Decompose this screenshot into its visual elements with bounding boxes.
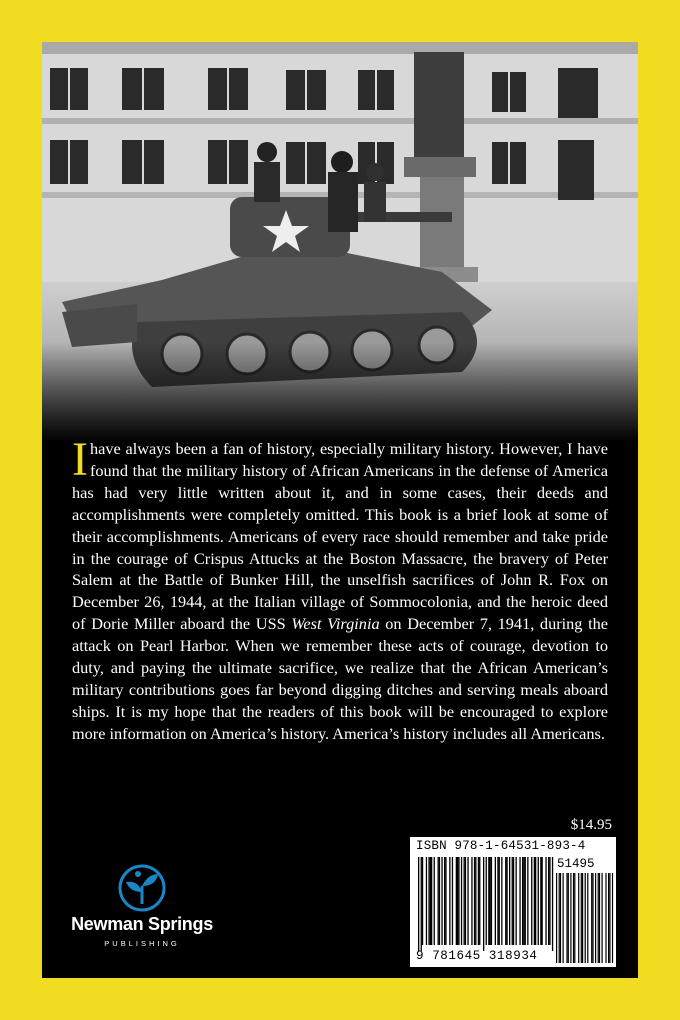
barcode-addon-bar (605, 873, 606, 963)
isbn-label: ISBN 978-1-64531-893-4 (416, 839, 586, 853)
barcode-addon-bar (560, 873, 561, 963)
barcode-bar (540, 857, 541, 945)
barcode-addon-bar (598, 873, 599, 963)
barcode-bar (438, 857, 439, 945)
drop-cap: I (72, 433, 88, 486)
barcode-bar (549, 857, 550, 945)
barcode-bar (538, 857, 539, 945)
barcode-bar (552, 857, 553, 951)
barcode-bar (452, 857, 453, 945)
barcode-addon-bar (587, 873, 588, 963)
barcode-bar (545, 857, 546, 945)
barcode-bar (542, 857, 543, 945)
barcode-bar (461, 857, 462, 945)
barcode-addon-bar (585, 873, 586, 963)
barcode-digits: 9 781645 318934 (416, 949, 538, 963)
barcode-bar (505, 857, 506, 945)
barcode-addon-bar (581, 873, 582, 963)
price: $14.95 (570, 817, 612, 833)
barcode-bar (434, 857, 435, 945)
barcode-bar (445, 857, 446, 945)
barcode-bar (488, 857, 489, 945)
tank-photo-illustration (42, 42, 638, 442)
barcode-addon-bar (566, 873, 567, 963)
barcode-addon-bar (612, 873, 613, 963)
barcode-bar (497, 857, 498, 945)
barcode-bar (548, 857, 549, 945)
barcode-bar (522, 857, 523, 945)
barcode-addon-bar (573, 873, 574, 963)
barcode-bar (464, 857, 465, 945)
barcode-bar (486, 857, 487, 945)
barcode-bar (535, 857, 536, 945)
barcode-bar (506, 857, 507, 945)
barcode-bar (501, 857, 502, 945)
barcode-addon-bar (578, 873, 579, 963)
sprout-icon (62, 862, 222, 914)
barcode-bar (478, 857, 479, 945)
barcode-addon-bar (591, 873, 592, 963)
barcode-bar (495, 857, 496, 945)
cover-photo-tank (42, 42, 638, 442)
barcode-bars (410, 837, 616, 967)
barcode-bar (428, 857, 429, 945)
barcode-bar (465, 857, 466, 945)
barcode-bar (449, 857, 450, 945)
barcode-addon-bar (570, 873, 571, 963)
barcode-bar (512, 857, 513, 945)
blurb-ship-name: West Virginia (291, 614, 380, 634)
barcode-bar (523, 857, 524, 945)
barcode-bar (491, 857, 492, 945)
barcode-addon-bar (574, 873, 575, 963)
barcode-bar (531, 857, 532, 945)
barcode-addon-bar (599, 873, 600, 963)
barcode-bar (430, 857, 431, 945)
barcode-bar (422, 857, 423, 945)
barcode-bar (534, 857, 535, 945)
barcode-bar (456, 857, 457, 945)
isbn-barcode (410, 836, 616, 967)
barcode-bar (475, 857, 476, 945)
blurb-text-part-2: on December 7, 1941, during the attack on Pearl Harbor. When we remember these acts of courage, devotion to duty, and paying the ultimate sacrifice, we realize that the African American’s military contributions goes far beyond digging ditches and serving meals aboard ships. It is my hope that the readers of this book will be encouraged to explore more information on America’s history. America’s history includes all Americans. (72, 614, 608, 743)
barcode-bar (509, 857, 510, 945)
barcode-addon-bar (559, 873, 560, 963)
barcode-bar (457, 857, 458, 945)
barcode-addon-bar (595, 873, 596, 963)
barcode-bar (474, 857, 475, 945)
publisher-logo (62, 862, 222, 962)
barcode-bar (444, 857, 445, 945)
barcode-addon-bar (582, 873, 583, 963)
barcode-bar (479, 857, 480, 945)
publisher-tagline: PUBLISHING (104, 939, 180, 948)
barcode-addon-bar (563, 873, 564, 963)
barcode-bar (418, 857, 419, 951)
barcode-bar (499, 857, 500, 945)
barcode-addon-bar (592, 873, 593, 963)
barcode-addon-bar (556, 873, 557, 963)
barcode-bar (467, 857, 468, 945)
barcode-bar (527, 857, 528, 945)
barcode-addon-bar (609, 873, 610, 963)
back-cover-blurb (72, 433, 608, 745)
publisher-name: Newman Springs (71, 914, 213, 934)
barcode-addon-number: 51495 (557, 857, 595, 871)
barcode-addon-bar (602, 873, 603, 963)
black-panel (42, 42, 638, 978)
barcode-bar (439, 857, 440, 945)
barcode-bar (441, 857, 442, 945)
barcode-bar (431, 857, 432, 945)
barcode-bar (471, 857, 472, 945)
blurb-text-part-1: have always been a fan of history, especially military history. However, I have found that the military history of African Americans in the defense of America has had very little written about it, and in some cases, their deeds and accomplishments were completely omitted. This book is a brief look at some of their accomplishments. Americans of every race should remember and take pride in the courage of Crispus Attucks at the Boston Massacre, the bravery of Peter Salem at the Battle of Bunker Hill, the unselfish sacrifices of John R. Fox on December 26, 1944, at the Italian village of Sommocolonia, and the heroic deed of Dorie Miller aboard the USS (72, 439, 608, 634)
barcode-bar (421, 857, 422, 951)
barcode-bar (519, 857, 520, 945)
barcode-bar (513, 857, 514, 945)
barcode-bar (483, 857, 484, 951)
barcode-bar (525, 857, 526, 945)
barcode-addon-bar (568, 873, 569, 963)
barcode-bar (426, 857, 427, 945)
barcode-addon-bar (608, 873, 609, 963)
barcode-bar (516, 857, 517, 945)
barcode-bar (458, 857, 459, 945)
barcode-bar (490, 857, 491, 945)
